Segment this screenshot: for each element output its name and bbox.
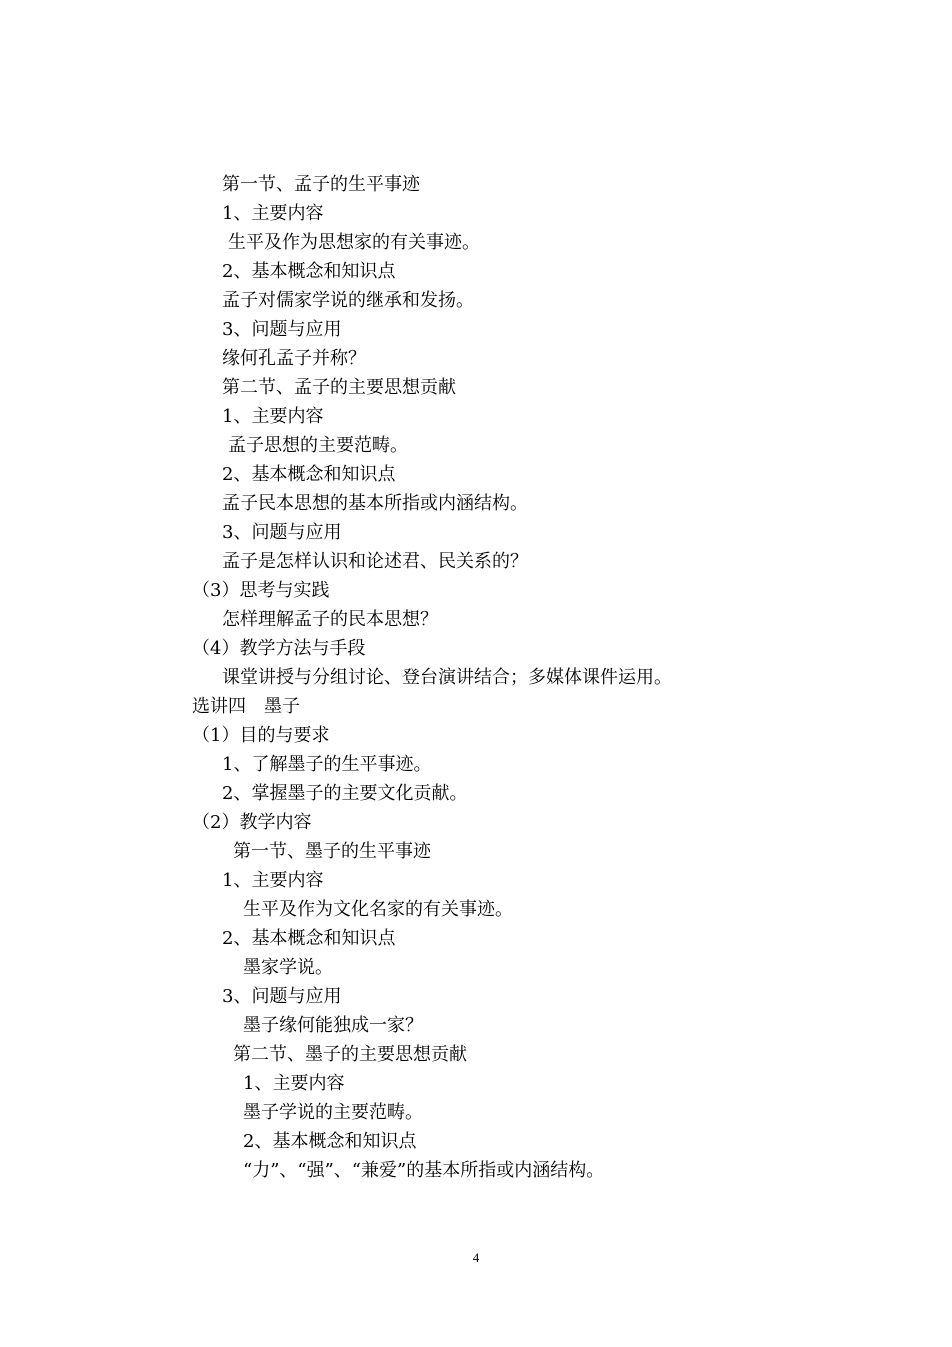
paragraph-text: “力”、“强”、“兼爱”的基本所指或内涵结构。: [243, 1160, 605, 1181]
list-heading: （2）教学内容: [192, 812, 312, 833]
section-heading: 第二节、孟子的主要思想贡献: [222, 377, 456, 398]
list-heading: （1）目的与要求: [192, 725, 330, 746]
paragraph-text: 孟子民本思想的基本所指或内涵结构。: [222, 493, 528, 514]
subheading: 1、主要内容: [222, 406, 324, 427]
section-heading: 第二节、墨子的主要思想贡献: [233, 1044, 467, 1065]
subheading: 2、基本概念和知识点: [222, 928, 396, 949]
subheading: 2、基本概念和知识点: [222, 464, 396, 485]
paragraph-text: 墨子学说的主要范畴。: [243, 1102, 423, 1123]
subheading: 1、主要内容: [243, 1073, 345, 1094]
list-heading: （3）思考与实践: [192, 580, 330, 601]
paragraph-text: 生平及作为文化名家的有关事迹。: [243, 899, 513, 920]
page-number: 4: [472, 1250, 480, 1265]
subheading: 1、主要内容: [222, 870, 324, 891]
paragraph-text: 墨子缘何能独成一家？: [243, 1015, 423, 1036]
section-heading: 第一节、孟子的生平事迹: [222, 174, 420, 195]
paragraph-text: 孟子思想的主要范畴。: [228, 435, 408, 456]
subheading: 2、基本概念和知识点: [243, 1131, 417, 1152]
document-body: [0, 170, 952, 1185]
subheading: 2、基本概念和知识点: [222, 261, 396, 282]
paragraph-text: 生平及作为思想家的有关事迹。: [228, 232, 480, 253]
list-heading: （4）教学方法与手段: [192, 638, 366, 659]
paragraph-text: 缘何孔孟子并称？: [222, 348, 366, 369]
list-item: 1、了解墨子的生平事迹。: [222, 754, 432, 775]
subheading: 3、问题与应用: [222, 319, 342, 340]
paragraph-text: 墨家学说。: [243, 957, 333, 978]
paragraph-text: 孟子是怎样认识和论述君、民关系的？: [222, 551, 528, 572]
chapter-heading: 选讲四 墨子: [192, 696, 300, 717]
paragraph-text: 怎样理解孟子的民本思想？: [222, 609, 438, 630]
paragraph-text: 孟子对儒家学说的继承和发扬。: [222, 290, 474, 311]
subheading: 1、主要内容: [222, 203, 324, 224]
list-item: 2、掌握墨子的主要文化贡献。: [222, 783, 468, 804]
paragraph-text: 课堂讲授与分组讨论、登台演讲结合；多媒体课件运用。: [222, 667, 672, 688]
subheading: 3、问题与应用: [222, 522, 342, 543]
section-heading: 第一节、墨子的生平事迹: [233, 841, 431, 862]
subheading: 3、问题与应用: [222, 986, 342, 1007]
